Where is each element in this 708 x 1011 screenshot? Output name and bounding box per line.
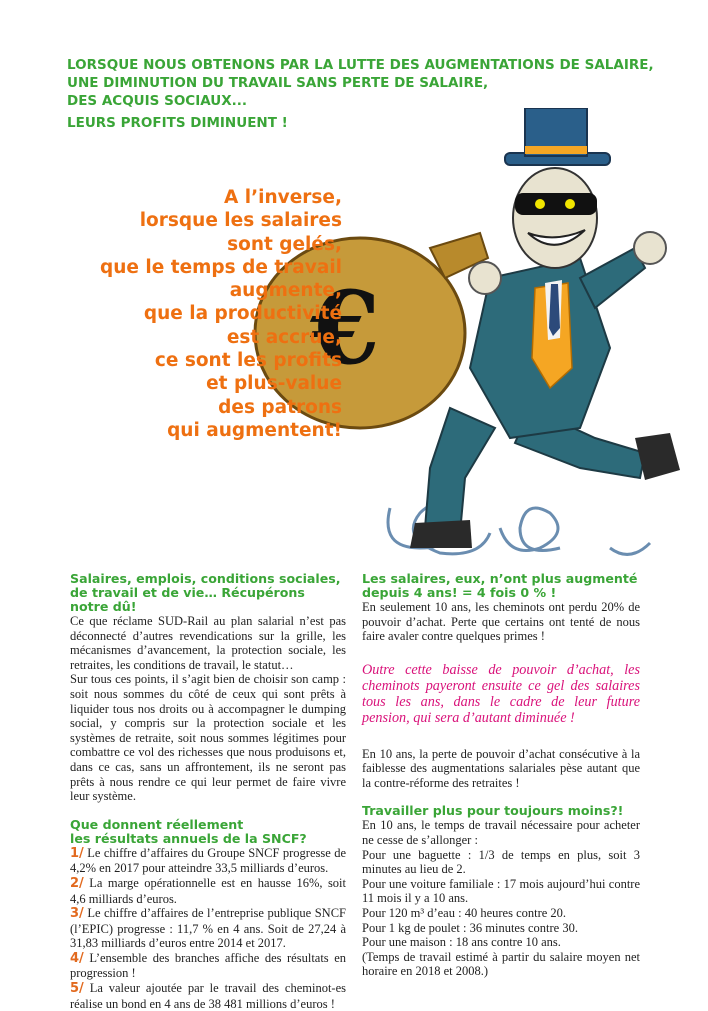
list-line: Pour 120 m³ d’eau : 40 heures contre 20. — [362, 905, 567, 920]
slogan-line: des patrons — [218, 396, 342, 418]
slogan-line: sont gelés, — [227, 233, 342, 255]
list-item — [70, 981, 346, 1011]
slogan-line: que le temps de travail — [100, 256, 342, 278]
list-item — [70, 906, 346, 951]
euro-symbol: € — [310, 269, 380, 387]
list-item — [70, 846, 346, 876]
item-text: La valeur ajoutée par le travail des cheminot-es réalise un bond en 4 ans de 38 481 millions d’euros ! — [70, 981, 347, 1011]
slogan-line: lorsque les salaires — [139, 210, 342, 232]
hat-band — [525, 146, 587, 154]
raised-arm — [580, 248, 645, 308]
list-line: Pour une maison : 18 ans contre 10 ans. — [362, 935, 561, 950]
slogan-line: augmente, — [229, 280, 342, 302]
intro-line-2: UNE DIMINUTION DU TRAVAIL SANS PERTE DE SALAIRE, — [67, 75, 489, 91]
paragraph: Ce que réclame SUD-Rail au plan salarial n’est pas déconnecté d’autres revendications sur la grille, les mécanismes d’avancement, la protection sociale, les retraites, les conditions de travail, le statut… — [70, 614, 346, 672]
title-line: depuis 4 ans! = 4 fois 0 % ! — [362, 585, 557, 600]
slogan-line: A l’inverse, — [224, 187, 342, 208]
slogan-line: et plus-value — [206, 373, 342, 395]
list-line: Pour 1 kg de poulet : 36 minutes contre 30. — [362, 920, 578, 935]
left-column — [70, 572, 346, 1011]
item-text: La marge opérationnelle est en hausse 16%, soit 4,6 milliards d’euros. — [70, 875, 347, 906]
item-text: L’ensemble des branches affiche des résultats en progression ! — [70, 950, 346, 981]
holding-hand — [469, 262, 501, 294]
list-line: Pour une voiture familiale : 17 mois aujourd’hui contre 11 mois il y a 10 ans. — [362, 876, 640, 906]
paragraph: En 10 ans, la perte de pouvoir d’achat consécutive à la faiblesse des augmentations salariales pèse autant que la contre-réforme des retraites ! — [362, 746, 640, 790]
mask — [515, 193, 597, 215]
section-title — [362, 572, 640, 600]
paragraph: Sur tous ces points, il s’agit bien de choisir son camp : soit nous sommes du côté de ceux qui sont prêts à liquider tous nos droits ou à accompagner le dumping social, y compris sur la protection sociale et les systèmes de retraite, soit nous sommes légitimes pour combattre ce vol des richesses que nous produisons et, dans ce cas, sans un affrontement, ils ne seront pas prêts à nous rendre ce qui leur permet de faire vivre leur système. — [70, 672, 346, 804]
right-column — [362, 572, 640, 979]
section-title: Travailler plus pour toujours moins?! — [362, 803, 624, 819]
title-line: Que donnent réellement — [70, 816, 244, 832]
slogan-line: ce sont les profits — [154, 350, 342, 372]
item-number: 1/ — [70, 845, 84, 861]
motion-swirl-3 — [610, 543, 650, 554]
motion-swirl-2 — [500, 508, 560, 551]
tie — [549, 284, 560, 336]
paragraph: En 10 ans, le temps de travail nécessaire pour acheter ne cesse de s’allonger : — [362, 818, 640, 847]
intro-line-3: DES ACQUIS SOCIAUX... — [67, 93, 248, 109]
back-leg — [425, 408, 495, 533]
back-shoe — [410, 520, 472, 548]
title-line: de travail et de vie… Récupérons notre dû! — [70, 585, 305, 614]
head — [513, 168, 597, 268]
item-number: 5/ — [70, 981, 84, 997]
intro-line-4: LEURS PROFITS DIMINUENT ! — [67, 115, 288, 131]
slogan-line: qui augmentent! — [167, 419, 342, 441]
item-number: 4/ — [70, 950, 84, 966]
title-line: les résultats annuels de la SNCF? — [70, 830, 307, 846]
item-number: 2/ — [70, 875, 84, 891]
slogan-line: est accrue, — [226, 326, 342, 348]
note: (Temps de travail estimé à partir du salaire moyen net horaire en 2018 et 2008.) — [362, 949, 640, 979]
intro-line-1: LORSQUE NOUS OBTENONS PAR LA LUTTE DES AUGMENTATIONS DE SALAIRE, — [67, 57, 654, 73]
highlight-paragraph: Outre cette baisse de pouvoir d’achat, les cheminots payeront ensuite ce gel des salaires tous les ans, dans le cadre de leur future pension, qui sera d’autant diminuée ! — [362, 661, 640, 727]
raised-hand — [634, 232, 666, 264]
orange-slogan — [100, 186, 342, 442]
section-title — [70, 572, 346, 614]
title-line: Les salaires, eux, n’ont plus augmenté — [362, 571, 638, 586]
eye-left — [535, 199, 545, 209]
item-text: Le chiffre d’affaires de l’entreprise publique SNCF (l’EPIC) progresse : 11,7 % en 4 ans. Soit de 27,24 à 31,83 milliards d’euros entre 2014 et 2017. — [70, 906, 346, 951]
item-text: Le chiffre d’affaires du Groupe SNCF progresse de 4,2% en 2017 pour atteindre 33,5 milliards d’euros. — [70, 845, 346, 876]
title-line: Salaires, emplois, conditions sociales, — [70, 571, 341, 586]
list-item — [70, 951, 346, 981]
item-number: 3/ — [70, 906, 84, 922]
paragraph: En seulement 10 ans, les cheminots ont perdu 20% de pouvoir d’achat. Perte que certains ont tenté de nous faire avaler contre quelques primes ! — [362, 600, 640, 644]
section-title — [70, 818, 346, 846]
slogan-line: que la productivité — [143, 303, 342, 325]
list-item — [70, 876, 346, 906]
list-line: Pour une baguette : 1/3 de temps en plus, soit 3 minutes au lieu de 2. — [362, 847, 640, 877]
eye-right — [565, 199, 575, 209]
